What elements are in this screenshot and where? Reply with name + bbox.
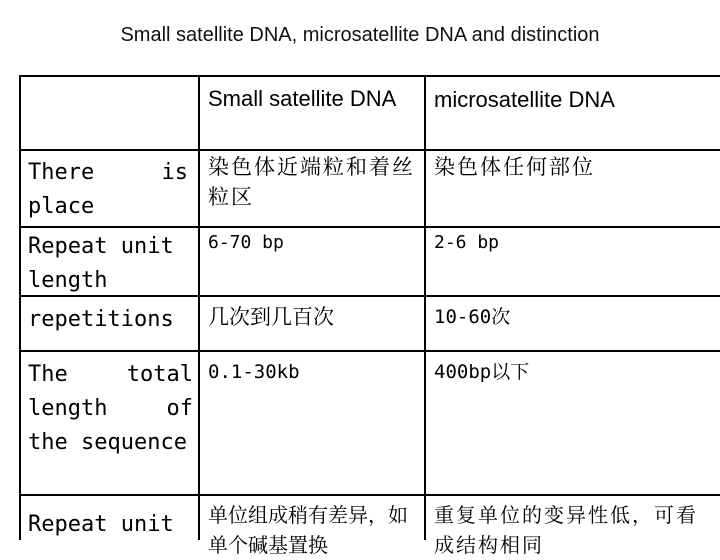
row-label-total-length [28, 358, 193, 460]
cell-small-repeat-unit [208, 500, 422, 557]
row-label-repeat-unit [28, 508, 193, 540]
cell-micro-total-length [434, 358, 714, 386]
cell-micro-place-text: 染色体任何部位 [434, 155, 595, 179]
cell-small-repeat-unit-text: 单位组成稍有差异，如单个碱基置换 [208, 503, 408, 557]
cell-small-unit-length-text: 6-70 bp [208, 232, 284, 253]
cell-micro-place [434, 152, 714, 182]
page-title: Small satellite DNA, microsatellite DNA and distinction [120, 24, 600, 46]
table-border-top [20, 75, 720, 77]
row-label-place-text: There is place [28, 160, 188, 219]
cell-small-repetitions-text: 几次到几百次 [208, 305, 334, 329]
cell-micro-unit-length [434, 230, 714, 256]
row-label-repetitions [28, 303, 193, 337]
row-label-repetitions-text: repetitions [28, 307, 174, 332]
row-label-total-length-text: The total length of the sequence [28, 362, 193, 455]
row-label-repeat-unit-text: Repeat unit [28, 512, 174, 537]
row-divider [20, 494, 720, 496]
row-label-place [28, 156, 188, 224]
header-microsatellite [434, 86, 718, 114]
cell-small-unit-length [208, 230, 420, 256]
cell-micro-repetitions-text: 10-60次 [434, 306, 511, 328]
column-divider [19, 75, 21, 540]
cell-small-repetitions [208, 302, 420, 332]
row-divider [20, 350, 720, 352]
header-small-satellite-text: Small satellite DNA [208, 86, 397, 111]
row-divider [20, 149, 720, 151]
column-divider [424, 75, 426, 540]
cell-micro-repeat-unit [434, 500, 716, 557]
cell-small-place-text: 染色体近端粒和着丝粒区 [208, 155, 415, 209]
header-microsatellite-text: microsatellite DNA [434, 87, 615, 112]
cell-small-total-length [208, 358, 420, 386]
cell-micro-total-length-text: 400bp以下 [434, 361, 530, 383]
cell-micro-unit-length-text: 2-6 bp [434, 232, 500, 253]
cell-micro-repetitions [434, 302, 714, 332]
row-label-unit-length [28, 230, 193, 298]
row-label-unit-length-text: Repeat unit length [28, 234, 174, 293]
cell-micro-repeat-unit-text: 重复单位的变异性低，可看成结构相同 [434, 503, 698, 557]
row-divider [20, 226, 720, 228]
cell-small-total-length-text: 0.1-30kb [208, 361, 300, 383]
cell-small-place [208, 152, 420, 212]
header-small-satellite [208, 84, 420, 114]
column-divider [198, 75, 200, 540]
